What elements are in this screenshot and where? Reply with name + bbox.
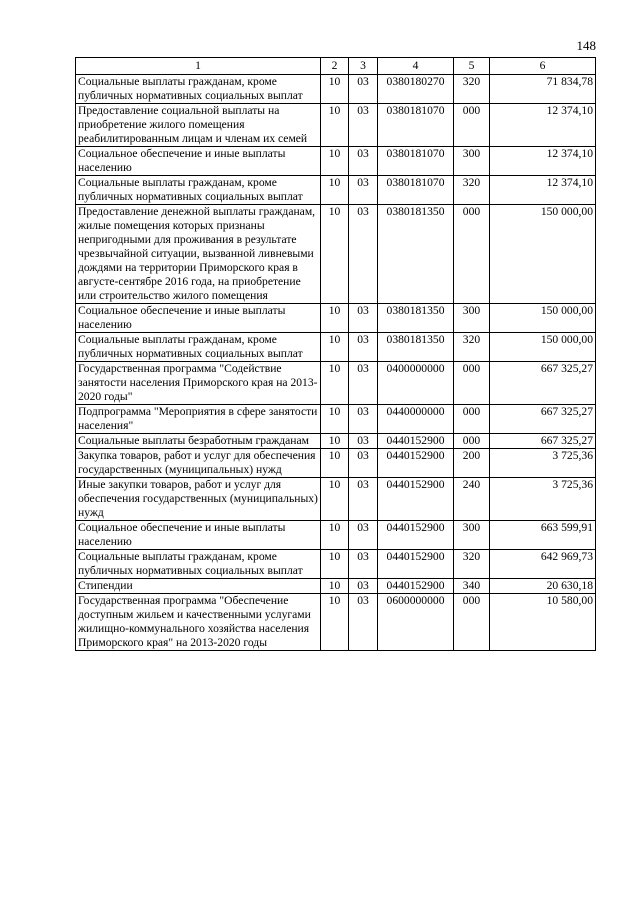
row-expense-type-cell: 000 — [454, 205, 490, 304]
row-expense-type-cell: 300 — [454, 147, 490, 176]
row-name-cell: Подпрограмма "Мероприятия в сфере занятости населения" — [76, 405, 321, 434]
row-expense-type-cell: 000 — [454, 104, 490, 147]
row-amount-cell: 12 374,10 — [490, 147, 596, 176]
row-section-cell: 10 — [321, 75, 349, 104]
table-row — [76, 205, 596, 304]
column-header: 5 — [454, 58, 490, 75]
row-name-cell: Социальное обеспечение и иные выплаты населению — [76, 147, 321, 176]
row-expense-type-cell: 200 — [454, 449, 490, 478]
row-subsection-cell: 03 — [349, 176, 378, 205]
row-subsection-cell: 03 — [349, 362, 378, 405]
row-name-cell: Социальные выплаты гражданам, кроме публичных нормативных социальных выплат — [76, 333, 321, 362]
row-section-cell: 10 — [321, 434, 349, 449]
row-expense-type-cell: 320 — [454, 333, 490, 362]
row-target-article-cell: 0380180270 — [378, 75, 454, 104]
row-amount-cell: 150 000,00 — [490, 304, 596, 333]
table-row — [76, 333, 596, 362]
row-expense-type-cell: 340 — [454, 579, 490, 594]
row-amount-cell: 667 325,27 — [490, 405, 596, 434]
column-header: 4 — [378, 58, 454, 75]
row-subsection-cell: 03 — [349, 304, 378, 333]
row-name-cell: Государственная программа "Обеспечение доступным жильем и качественными услугами жилищно-коммунального хозяйства населения Приморского края" на 2013-2020 годы — [76, 594, 321, 651]
row-subsection-cell: 03 — [349, 550, 378, 579]
row-amount-cell: 3 725,36 — [490, 478, 596, 521]
table-header-row — [76, 58, 596, 75]
row-subsection-cell: 03 — [349, 594, 378, 651]
row-target-article-cell: 0380181350 — [378, 304, 454, 333]
row-name-cell: Социальное обеспечение и иные выплаты населению — [76, 304, 321, 333]
row-section-cell: 10 — [321, 405, 349, 434]
table-body — [76, 75, 596, 651]
row-subsection-cell: 03 — [349, 434, 378, 449]
row-expense-type-cell: 000 — [454, 362, 490, 405]
table-row — [76, 579, 596, 594]
table-row — [76, 521, 596, 550]
row-name-cell: Предоставление социальной выплаты на приобретение жилого помещения реабилитированным лицам и членам их семей — [76, 104, 321, 147]
row-section-cell: 10 — [321, 594, 349, 651]
row-section-cell: 10 — [321, 550, 349, 579]
row-amount-cell: 20 630,18 — [490, 579, 596, 594]
row-subsection-cell: 03 — [349, 104, 378, 147]
row-amount-cell: 12 374,10 — [490, 104, 596, 147]
budget-table — [75, 57, 596, 651]
row-name-cell: Иные закупки товаров, работ и услуг для обеспечения государственных (муниципальных) нужд — [76, 478, 321, 521]
row-section-cell: 10 — [321, 521, 349, 550]
column-header: 1 — [76, 58, 321, 75]
column-header: 2 — [321, 58, 349, 75]
row-section-cell: 10 — [321, 333, 349, 362]
row-subsection-cell: 03 — [349, 478, 378, 521]
page-number: 148 — [576, 38, 596, 53]
row-amount-cell: 3 725,36 — [490, 449, 596, 478]
row-amount-cell: 150 000,00 — [490, 333, 596, 362]
row-subsection-cell: 03 — [349, 449, 378, 478]
row-target-article-cell: 0440152900 — [378, 449, 454, 478]
row-subsection-cell: 03 — [349, 521, 378, 550]
row-section-cell: 10 — [321, 449, 349, 478]
row-expense-type-cell: 000 — [454, 594, 490, 651]
row-section-cell: 10 — [321, 205, 349, 304]
row-target-article-cell: 0440152900 — [378, 521, 454, 550]
row-expense-type-cell: 240 — [454, 478, 490, 521]
row-section-cell: 10 — [321, 176, 349, 205]
row-section-cell: 10 — [321, 147, 349, 176]
table-row — [76, 594, 596, 651]
row-target-article-cell: 0440152900 — [378, 579, 454, 594]
row-name-cell: Стипендии — [76, 579, 321, 594]
row-section-cell: 10 — [321, 362, 349, 405]
row-target-article-cell: 0600000000 — [378, 594, 454, 651]
table-row — [76, 176, 596, 205]
row-name-cell: Социальное обеспечение и иные выплаты населению — [76, 521, 321, 550]
table-row — [76, 362, 596, 405]
row-target-article-cell: 0440000000 — [378, 405, 454, 434]
table-row — [76, 104, 596, 147]
row-amount-cell: 12 374,10 — [490, 176, 596, 205]
row-name-cell: Социальные выплаты безработным гражданам — [76, 434, 321, 449]
table-row — [76, 449, 596, 478]
row-target-article-cell: 0440152900 — [378, 478, 454, 521]
row-target-article-cell: 0380181070 — [378, 104, 454, 147]
row-expense-type-cell: 320 — [454, 176, 490, 205]
row-target-article-cell: 0380181070 — [378, 176, 454, 205]
table-row — [76, 434, 596, 449]
row-amount-cell: 150 000,00 — [490, 205, 596, 304]
row-name-cell: Предоставление денежной выплаты гражданам, жилые помещения которых признаны непригодными для проживания в результате чрезвычайной ситуации, вызванной ливневыми дождями на территории Приморского края в августе-сентябре 2016 года, на приобретение или строительство жилого помещения — [76, 205, 321, 304]
row-subsection-cell: 03 — [349, 333, 378, 362]
row-target-article-cell: 0400000000 — [378, 362, 454, 405]
row-amount-cell: 667 325,27 — [490, 434, 596, 449]
row-expense-type-cell: 000 — [454, 405, 490, 434]
row-amount-cell: 667 325,27 — [490, 362, 596, 405]
row-subsection-cell: 03 — [349, 405, 378, 434]
row-subsection-cell: 03 — [349, 205, 378, 304]
row-name-cell: Закупка товаров, работ и услуг для обеспечения государственных (муниципальных) нужд — [76, 449, 321, 478]
row-subsection-cell: 03 — [349, 579, 378, 594]
row-expense-type-cell: 300 — [454, 521, 490, 550]
column-header: 3 — [349, 58, 378, 75]
row-name-cell: Государственная программа "Содействие занятости населения Приморского края на 2013-2020 годы" — [76, 362, 321, 405]
row-expense-type-cell: 000 — [454, 434, 490, 449]
row-subsection-cell: 03 — [349, 75, 378, 104]
column-header: 6 — [490, 58, 596, 75]
row-expense-type-cell: 320 — [454, 75, 490, 104]
row-section-cell: 10 — [321, 304, 349, 333]
row-name-cell: Социальные выплаты гражданам, кроме публичных нормативных социальных выплат — [76, 176, 321, 205]
row-target-article-cell: 0440152900 — [378, 550, 454, 579]
table-row — [76, 75, 596, 104]
row-amount-cell: 10 580,00 — [490, 594, 596, 651]
table-row — [76, 550, 596, 579]
table-row — [76, 478, 596, 521]
row-amount-cell: 642 969,73 — [490, 550, 596, 579]
table-row — [76, 304, 596, 333]
row-target-article-cell: 0440152900 — [378, 434, 454, 449]
row-target-article-cell: 0380181070 — [378, 147, 454, 176]
row-subsection-cell: 03 — [349, 147, 378, 176]
row-section-cell: 10 — [321, 478, 349, 521]
row-expense-type-cell: 300 — [454, 304, 490, 333]
table-row — [76, 147, 596, 176]
row-amount-cell: 71 834,78 — [490, 75, 596, 104]
row-name-cell: Социальные выплаты гражданам, кроме публичных нормативных социальных выплат — [76, 550, 321, 579]
row-section-cell: 10 — [321, 579, 349, 594]
table-row — [76, 405, 596, 434]
row-target-article-cell: 0380181350 — [378, 205, 454, 304]
row-target-article-cell: 0380181350 — [378, 333, 454, 362]
row-expense-type-cell: 320 — [454, 550, 490, 579]
row-section-cell: 10 — [321, 104, 349, 147]
row-amount-cell: 663 599,91 — [490, 521, 596, 550]
row-name-cell: Социальные выплаты гражданам, кроме публичных нормативных социальных выплат — [76, 75, 321, 104]
